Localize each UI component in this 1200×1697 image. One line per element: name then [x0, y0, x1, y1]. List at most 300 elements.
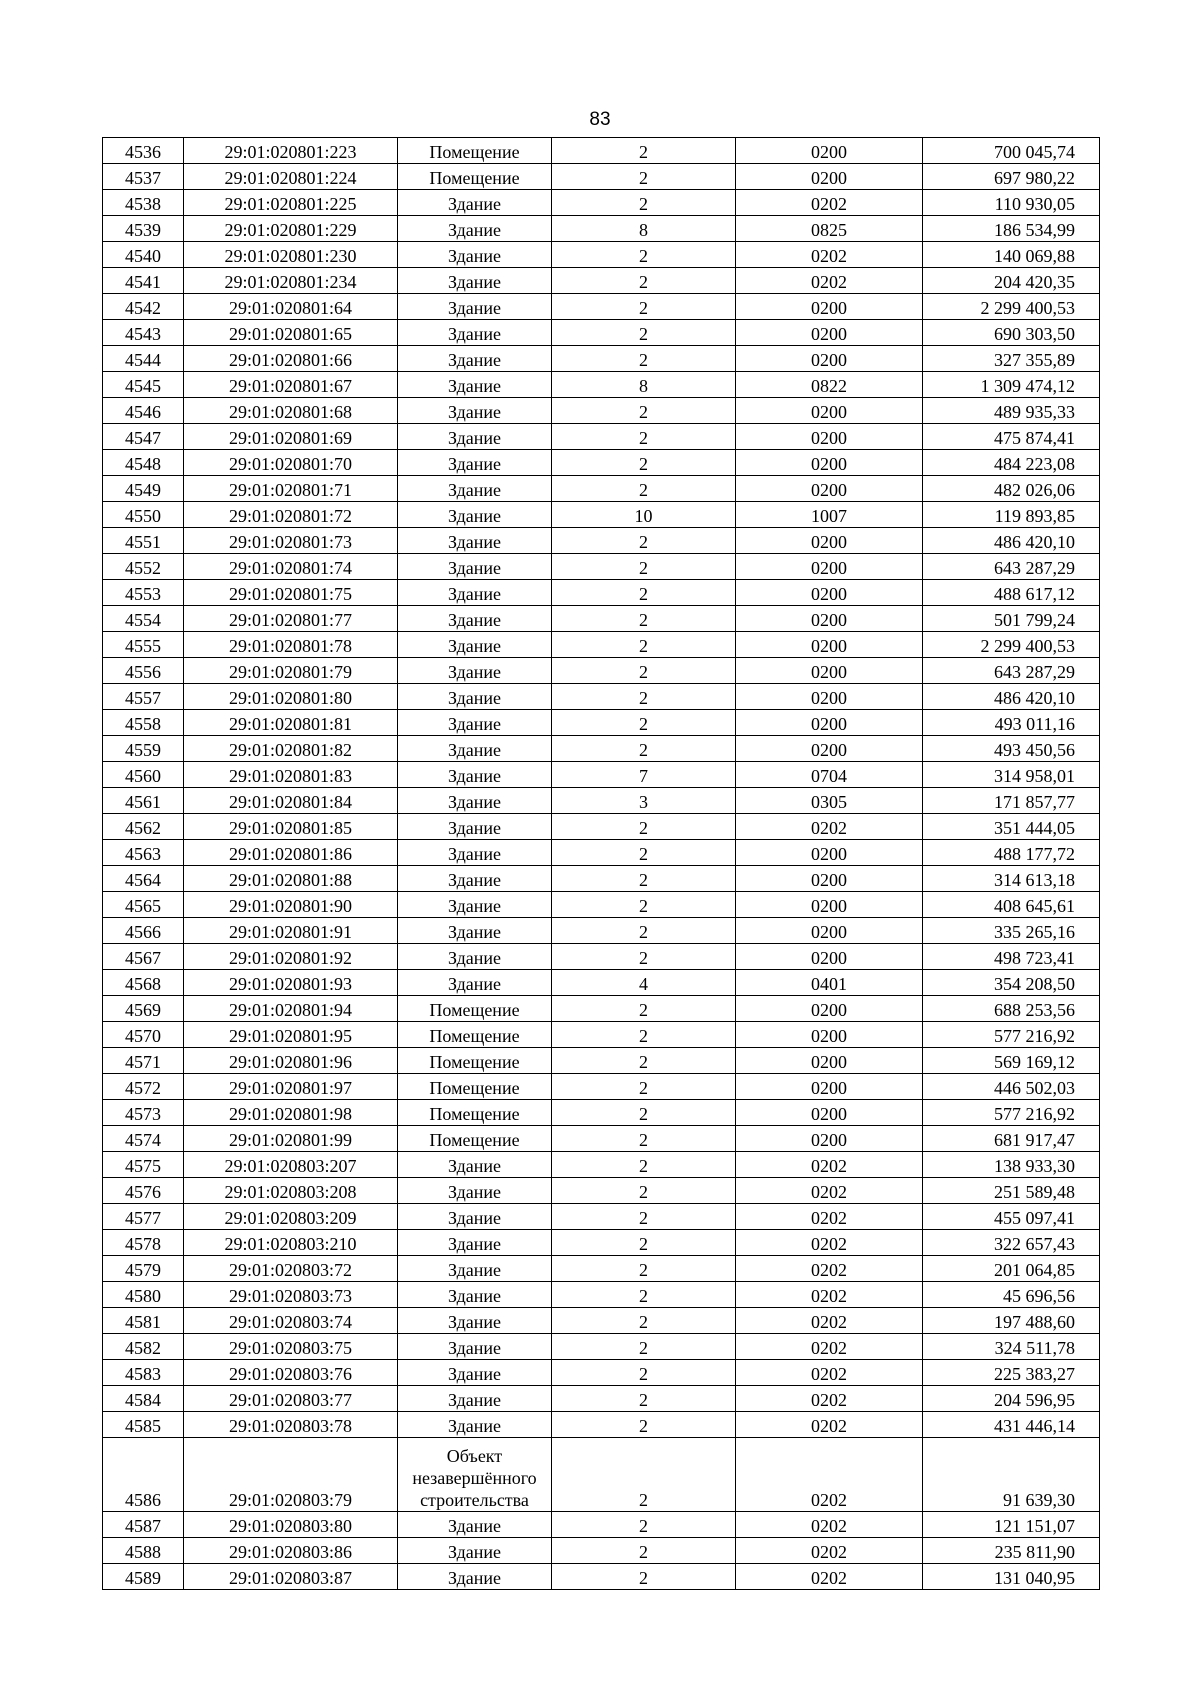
cadastral-value-cell: 322 657,43 — [923, 1230, 1100, 1256]
table-row — [103, 710, 1100, 736]
cadastral-value-cell: 251 589,48 — [923, 1178, 1100, 1204]
row-number-cell: 4562 — [103, 814, 184, 840]
group-code-cell: 2 — [552, 1512, 736, 1538]
cadastral-number-cell: 29:01:020801:95 — [184, 1022, 398, 1048]
object-type-cell: Здание — [398, 632, 552, 658]
object-type-cell: Здание — [398, 970, 552, 996]
object-type-cell: Здание — [398, 1152, 552, 1178]
subgroup-code-cell: 0202 — [736, 1178, 923, 1204]
cadastral-value-cell: 643 287,29 — [923, 658, 1100, 684]
row-number-cell: 4574 — [103, 1126, 184, 1152]
cadastral-value-cell: 197 488,60 — [923, 1308, 1100, 1334]
cadastral-number-cell: 29:01:020801:96 — [184, 1048, 398, 1074]
group-code-cell: 2 — [552, 1564, 736, 1590]
object-type-cell: Здание — [398, 840, 552, 866]
table-row — [103, 268, 1100, 294]
table-row — [103, 1048, 1100, 1074]
cadastral-value-cell: 700 045,74 — [923, 138, 1100, 164]
cadastral-number-cell: 29:01:020803:73 — [184, 1282, 398, 1308]
object-type-cell: Здание — [398, 320, 552, 346]
table-row — [103, 190, 1100, 216]
subgroup-code-cell: 0200 — [736, 138, 923, 164]
object-type-cell: Здание — [398, 1230, 552, 1256]
object-type-cell: Здание — [398, 1386, 552, 1412]
subgroup-code-cell: 0200 — [736, 658, 923, 684]
row-number-cell: 4550 — [103, 502, 184, 528]
subgroup-code-cell: 0202 — [736, 1308, 923, 1334]
table-row — [103, 1022, 1100, 1048]
subgroup-code-cell: 0202 — [736, 1412, 923, 1438]
table-row — [103, 216, 1100, 242]
cadastral-number-cell: 29:01:020803:77 — [184, 1386, 398, 1412]
cadastral-value-cell: 327 355,89 — [923, 346, 1100, 372]
object-type-cell: Здание — [398, 190, 552, 216]
row-number-cell: 4564 — [103, 866, 184, 892]
table-row — [103, 606, 1100, 632]
group-code-cell: 2 — [552, 1282, 736, 1308]
cadastral-value-cell: 493 450,56 — [923, 736, 1100, 762]
object-type-cell: Здание — [398, 1204, 552, 1230]
group-code-cell: 8 — [552, 216, 736, 242]
table-row — [103, 1386, 1100, 1412]
object-type-cell: Здание — [398, 736, 552, 762]
cadastral-number-cell: 29:01:020801:79 — [184, 658, 398, 684]
group-code-cell: 2 — [552, 658, 736, 684]
cadastral-number-cell: 29:01:020803:72 — [184, 1256, 398, 1282]
group-code-cell: 2 — [552, 1048, 736, 1074]
table-row — [103, 944, 1100, 970]
cadastral-number-cell: 29:01:020803:76 — [184, 1360, 398, 1386]
subgroup-code-cell: 0200 — [736, 1126, 923, 1152]
row-number-cell: 4536 — [103, 138, 184, 164]
group-code-cell: 2 — [552, 1538, 736, 1564]
table-row — [103, 528, 1100, 554]
object-type-cell: Помещение — [398, 138, 552, 164]
row-number-cell: 4542 — [103, 294, 184, 320]
cadastral-number-cell: 29:01:020801:71 — [184, 476, 398, 502]
subgroup-code-cell: 0200 — [736, 736, 923, 762]
row-number-cell: 4560 — [103, 762, 184, 788]
cadastral-number-cell: 29:01:020803:86 — [184, 1538, 398, 1564]
object-type-cell: Помещение — [398, 996, 552, 1022]
row-number-cell: 4540 — [103, 242, 184, 268]
table-row — [103, 1230, 1100, 1256]
group-code-cell: 2 — [552, 1178, 736, 1204]
row-number-cell: 4577 — [103, 1204, 184, 1230]
table-row — [103, 1178, 1100, 1204]
page-number: 83 — [589, 109, 611, 130]
object-type-cell: Здание — [398, 684, 552, 710]
table-row — [103, 242, 1100, 268]
cadastral-number-cell: 29:01:020803:79 — [184, 1438, 398, 1512]
subgroup-code-cell: 0200 — [736, 684, 923, 710]
row-number-cell: 4549 — [103, 476, 184, 502]
object-type-cell: Здание — [398, 1412, 552, 1438]
subgroup-code-cell: 0202 — [736, 1282, 923, 1308]
group-code-cell: 2 — [552, 684, 736, 710]
cadastral-number-cell: 29:01:020801:94 — [184, 996, 398, 1022]
cadastral-number-cell: 29:01:020801:73 — [184, 528, 398, 554]
cadastral-value-cell: 335 265,16 — [923, 918, 1100, 944]
subgroup-code-cell: 0200 — [736, 554, 923, 580]
group-code-cell: 10 — [552, 502, 736, 528]
subgroup-code-cell: 0202 — [736, 1386, 923, 1412]
cadastral-value-cell: 186 534,99 — [923, 216, 1100, 242]
group-code-cell: 2 — [552, 996, 736, 1022]
table-row — [103, 1308, 1100, 1334]
cadastral-number-cell: 29:01:020801:72 — [184, 502, 398, 528]
cadastral-value-cell: 697 980,22 — [923, 164, 1100, 190]
group-code-cell: 2 — [552, 1256, 736, 1282]
object-type-cell: Помещение — [398, 1022, 552, 1048]
group-code-cell: 2 — [552, 1360, 736, 1386]
cadastral-number-cell: 29:01:020801:83 — [184, 762, 398, 788]
row-number-cell: 4566 — [103, 918, 184, 944]
row-number-cell: 4585 — [103, 1412, 184, 1438]
table-row — [103, 1564, 1100, 1590]
cadastral-number-cell: 29:01:020801:64 — [184, 294, 398, 320]
subgroup-code-cell: 0200 — [736, 528, 923, 554]
row-number-cell: 4575 — [103, 1152, 184, 1178]
subgroup-code-cell: 0202 — [736, 190, 923, 216]
cadastral-number-cell: 29:01:020801:74 — [184, 554, 398, 580]
object-type-cell: Здание — [398, 242, 552, 268]
table-row — [103, 658, 1100, 684]
cadastral-number-cell: 29:01:020801:77 — [184, 606, 398, 632]
row-number-cell: 4559 — [103, 736, 184, 762]
cadastral-value-cell: 482 026,06 — [923, 476, 1100, 502]
group-code-cell: 2 — [552, 450, 736, 476]
group-code-cell: 2 — [552, 606, 736, 632]
row-number-cell: 4561 — [103, 788, 184, 814]
cadastral-number-cell: 29:01:020801:68 — [184, 398, 398, 424]
row-number-cell: 4545 — [103, 372, 184, 398]
cadastral-value-cell: 501 799,24 — [923, 606, 1100, 632]
row-number-cell: 4548 — [103, 450, 184, 476]
subgroup-code-cell: 0200 — [736, 1100, 923, 1126]
row-number-cell: 4573 — [103, 1100, 184, 1126]
table-row — [103, 1100, 1100, 1126]
subgroup-code-cell: 0202 — [736, 1512, 923, 1538]
subgroup-code-cell: 0401 — [736, 970, 923, 996]
subgroup-code-cell: 0200 — [736, 1048, 923, 1074]
subgroup-code-cell: 0305 — [736, 788, 923, 814]
group-code-cell: 7 — [552, 762, 736, 788]
cadastral-number-cell: 29:01:020801:81 — [184, 710, 398, 736]
subgroup-code-cell: 0704 — [736, 762, 923, 788]
subgroup-code-cell: 0202 — [736, 268, 923, 294]
object-type-cell: Здание — [398, 528, 552, 554]
table-row — [103, 1512, 1100, 1538]
cadastral-number-cell: 29:01:020801:85 — [184, 814, 398, 840]
table-row — [103, 1334, 1100, 1360]
object-type-cell: Здание — [398, 762, 552, 788]
subgroup-code-cell: 0202 — [736, 1438, 923, 1512]
cadastral-value-cell: 138 933,30 — [923, 1152, 1100, 1178]
table-row — [103, 1438, 1100, 1512]
cadastral-number-cell: 29:01:020803:207 — [184, 1152, 398, 1178]
cadastral-number-cell: 29:01:020803:210 — [184, 1230, 398, 1256]
cadastral-value-cell: 324 511,78 — [923, 1334, 1100, 1360]
row-number-cell: 4583 — [103, 1360, 184, 1386]
row-number-cell: 4581 — [103, 1308, 184, 1334]
row-number-cell: 4579 — [103, 1256, 184, 1282]
group-code-cell: 2 — [552, 1412, 736, 1438]
table-row — [103, 866, 1100, 892]
row-number-cell: 4546 — [103, 398, 184, 424]
row-number-cell: 4537 — [103, 164, 184, 190]
group-code-cell: 2 — [552, 554, 736, 580]
row-number-cell: 4569 — [103, 996, 184, 1022]
cadastral-value-cell: 121 151,07 — [923, 1512, 1100, 1538]
row-number-cell: 4578 — [103, 1230, 184, 1256]
cadastral-number-cell: 29:01:020801:229 — [184, 216, 398, 242]
object-type-cell: Здание — [398, 892, 552, 918]
group-code-cell: 2 — [552, 1230, 736, 1256]
object-type-cell: Помещение — [398, 164, 552, 190]
object-type-cell: Здание — [398, 710, 552, 736]
object-type-cell: Здание — [398, 450, 552, 476]
table-row — [103, 346, 1100, 372]
object-type-cell: Здание — [398, 554, 552, 580]
object-type-cell: Здание — [398, 918, 552, 944]
row-number-cell: 4576 — [103, 1178, 184, 1204]
table-row — [103, 554, 1100, 580]
object-type-cell: Здание — [398, 216, 552, 242]
cadastral-number-cell: 29:01:020801:93 — [184, 970, 398, 996]
table-row — [103, 450, 1100, 476]
group-code-cell: 2 — [552, 242, 736, 268]
row-number-cell: 4582 — [103, 1334, 184, 1360]
group-code-cell: 2 — [552, 840, 736, 866]
group-code-cell: 2 — [552, 164, 736, 190]
group-code-cell: 2 — [552, 268, 736, 294]
object-type-cell: Здание — [398, 866, 552, 892]
cadastral-number-cell: 29:01:020801:90 — [184, 892, 398, 918]
cadastral-number-cell: 29:01:020801:97 — [184, 1074, 398, 1100]
subgroup-code-cell: 0202 — [736, 1564, 923, 1590]
cadastral-number-cell: 29:01:020803:74 — [184, 1308, 398, 1334]
cadastral-value-cell: 351 444,05 — [923, 814, 1100, 840]
cadastral-value-cell: 681 917,47 — [923, 1126, 1100, 1152]
object-type-cell: Здание — [398, 476, 552, 502]
cadastral-value-cell: 119 893,85 — [923, 502, 1100, 528]
subgroup-code-cell: 0200 — [736, 1074, 923, 1100]
group-code-cell: 2 — [552, 476, 736, 502]
cadastral-number-cell: 29:01:020801:99 — [184, 1126, 398, 1152]
row-number-cell: 4563 — [103, 840, 184, 866]
table-row — [103, 736, 1100, 762]
subgroup-code-cell: 0202 — [736, 814, 923, 840]
subgroup-code-cell: 0200 — [736, 866, 923, 892]
group-code-cell: 2 — [552, 1022, 736, 1048]
object-type-cell: Объект незавершённого строительства — [398, 1438, 552, 1512]
object-type-cell: Здание — [398, 788, 552, 814]
table-row — [103, 840, 1100, 866]
cadastral-number-cell: 29:01:020801:75 — [184, 580, 398, 606]
group-code-cell: 2 — [552, 138, 736, 164]
table-row — [103, 424, 1100, 450]
cadastral-value-cell: 171 857,77 — [923, 788, 1100, 814]
row-number-cell: 4557 — [103, 684, 184, 710]
group-code-cell: 3 — [552, 788, 736, 814]
cadastral-value-cell: 204 596,95 — [923, 1386, 1100, 1412]
cadastral-value-cell: 488 617,12 — [923, 580, 1100, 606]
row-number-cell: 4571 — [103, 1048, 184, 1074]
cadastral-value-table — [102, 137, 1100, 1590]
subgroup-code-cell: 0202 — [736, 1334, 923, 1360]
cadastral-value-cell: 488 177,72 — [923, 840, 1100, 866]
table-row — [103, 1282, 1100, 1308]
cadastral-value-cell: 489 935,33 — [923, 398, 1100, 424]
row-number-cell: 4567 — [103, 944, 184, 970]
object-type-cell: Здание — [398, 1178, 552, 1204]
object-type-cell: Здание — [398, 1564, 552, 1590]
cadastral-value-cell: 2 299 400,53 — [923, 632, 1100, 658]
group-code-cell: 2 — [552, 1308, 736, 1334]
object-type-cell: Здание — [398, 944, 552, 970]
group-code-cell: 2 — [552, 1074, 736, 1100]
row-number-cell: 4556 — [103, 658, 184, 684]
subgroup-code-cell: 0202 — [736, 1256, 923, 1282]
row-number-cell: 4553 — [103, 580, 184, 606]
cadastral-value-cell: 45 696,56 — [923, 1282, 1100, 1308]
cadastral-value-cell: 140 069,88 — [923, 242, 1100, 268]
cadastral-value-cell: 1 309 474,12 — [923, 372, 1100, 398]
group-code-cell: 2 — [552, 294, 736, 320]
cadastral-value-cell: 688 253,56 — [923, 996, 1100, 1022]
row-number-cell: 4541 — [103, 268, 184, 294]
cadastral-number-cell: 29:01:020801:84 — [184, 788, 398, 814]
subgroup-code-cell: 0200 — [736, 294, 923, 320]
object-type-cell: Здание — [398, 294, 552, 320]
table-row — [103, 398, 1100, 424]
table-row — [103, 580, 1100, 606]
cadastral-number-cell: 29:01:020801:86 — [184, 840, 398, 866]
table-row — [103, 502, 1100, 528]
cadastral-value-cell: 577 216,92 — [923, 1022, 1100, 1048]
subgroup-code-cell: 0202 — [736, 1152, 923, 1178]
group-code-cell: 2 — [552, 190, 736, 216]
subgroup-code-cell: 0202 — [736, 1230, 923, 1256]
object-type-cell: Здание — [398, 424, 552, 450]
table-row — [103, 320, 1100, 346]
group-code-cell: 2 — [552, 918, 736, 944]
subgroup-code-cell: 0200 — [736, 944, 923, 970]
group-code-cell: 2 — [552, 320, 736, 346]
object-type-cell: Здание — [398, 814, 552, 840]
cadastral-value-cell: 690 303,50 — [923, 320, 1100, 346]
cadastral-number-cell: 29:01:020801:69 — [184, 424, 398, 450]
cadastral-number-cell: 29:01:020801:82 — [184, 736, 398, 762]
row-number-cell: 4587 — [103, 1512, 184, 1538]
group-code-cell: 2 — [552, 580, 736, 606]
subgroup-code-cell: 0200 — [736, 164, 923, 190]
object-type-cell: Помещение — [398, 1048, 552, 1074]
cadastral-number-cell: 29:01:020803:87 — [184, 1564, 398, 1590]
object-type-cell: Здание — [398, 1308, 552, 1334]
group-code-cell: 2 — [552, 866, 736, 892]
cadastral-value-cell: 225 383,27 — [923, 1360, 1100, 1386]
object-type-cell: Здание — [398, 658, 552, 684]
cadastral-value-cell: 486 420,10 — [923, 684, 1100, 710]
cadastral-value-cell: 91 639,30 — [923, 1438, 1100, 1512]
subgroup-code-cell: 0202 — [736, 1538, 923, 1564]
cadastral-number-cell: 29:01:020801:78 — [184, 632, 398, 658]
row-number-cell: 4547 — [103, 424, 184, 450]
subgroup-code-cell: 0200 — [736, 450, 923, 476]
subgroup-code-cell: 0202 — [736, 1360, 923, 1386]
table-row — [103, 164, 1100, 190]
group-code-cell: 2 — [552, 736, 736, 762]
cadastral-number-cell: 29:01:020801:92 — [184, 944, 398, 970]
cadastral-number-cell: 29:01:020801:80 — [184, 684, 398, 710]
subgroup-code-cell: 0200 — [736, 918, 923, 944]
table-row — [103, 1126, 1100, 1152]
subgroup-code-cell: 0200 — [736, 476, 923, 502]
cadastral-value-cell: 498 723,41 — [923, 944, 1100, 970]
subgroup-code-cell: 0202 — [736, 242, 923, 268]
cadastral-value-cell: 577 216,92 — [923, 1100, 1100, 1126]
table-row — [103, 788, 1100, 814]
cadastral-number-cell: 29:01:020801:98 — [184, 1100, 398, 1126]
subgroup-code-cell: 0200 — [736, 710, 923, 736]
table-row — [103, 632, 1100, 658]
table-row — [103, 476, 1100, 502]
object-type-cell: Здание — [398, 502, 552, 528]
subgroup-code-cell: 0200 — [736, 892, 923, 918]
cadastral-number-cell: 29:01:020803:209 — [184, 1204, 398, 1230]
cadastral-number-cell: 29:01:020801:230 — [184, 242, 398, 268]
cadastral-value-cell: 431 446,14 — [923, 1412, 1100, 1438]
row-number-cell: 4539 — [103, 216, 184, 242]
group-code-cell: 2 — [552, 1334, 736, 1360]
cadastral-value-cell: 131 040,95 — [923, 1564, 1100, 1590]
cadastral-value-cell: 2 299 400,53 — [923, 294, 1100, 320]
object-type-cell: Здание — [398, 1256, 552, 1282]
row-number-cell: 4589 — [103, 1564, 184, 1590]
object-type-cell: Здание — [398, 1538, 552, 1564]
row-number-cell: 4584 — [103, 1386, 184, 1412]
group-code-cell: 4 — [552, 970, 736, 996]
cadastral-value-cell: 408 645,61 — [923, 892, 1100, 918]
subgroup-code-cell: 0200 — [736, 398, 923, 424]
group-code-cell: 2 — [552, 1386, 736, 1412]
row-number-cell: 4551 — [103, 528, 184, 554]
cadastral-value-cell: 204 420,35 — [923, 268, 1100, 294]
row-number-cell: 4552 — [103, 554, 184, 580]
row-number-cell: 4544 — [103, 346, 184, 372]
cadastral-value-cell: 493 011,16 — [923, 710, 1100, 736]
subgroup-code-cell: 0200 — [736, 424, 923, 450]
row-number-cell: 4558 — [103, 710, 184, 736]
cadastral-number-cell: 29:01:020801:88 — [184, 866, 398, 892]
cadastral-number-cell: 29:01:020803:75 — [184, 1334, 398, 1360]
cadastral-number-cell: 29:01:020801:66 — [184, 346, 398, 372]
group-code-cell: 2 — [552, 892, 736, 918]
row-number-cell: 4543 — [103, 320, 184, 346]
cadastral-number-cell: 29:01:020801:225 — [184, 190, 398, 216]
row-number-cell: 4586 — [103, 1438, 184, 1512]
table-row — [103, 1074, 1100, 1100]
table-row — [103, 970, 1100, 996]
group-code-cell: 2 — [552, 1126, 736, 1152]
table-row — [103, 1204, 1100, 1230]
row-number-cell: 4570 — [103, 1022, 184, 1048]
cadastral-value-cell: 354 208,50 — [923, 970, 1100, 996]
group-code-cell: 2 — [552, 944, 736, 970]
table-row — [103, 372, 1100, 398]
